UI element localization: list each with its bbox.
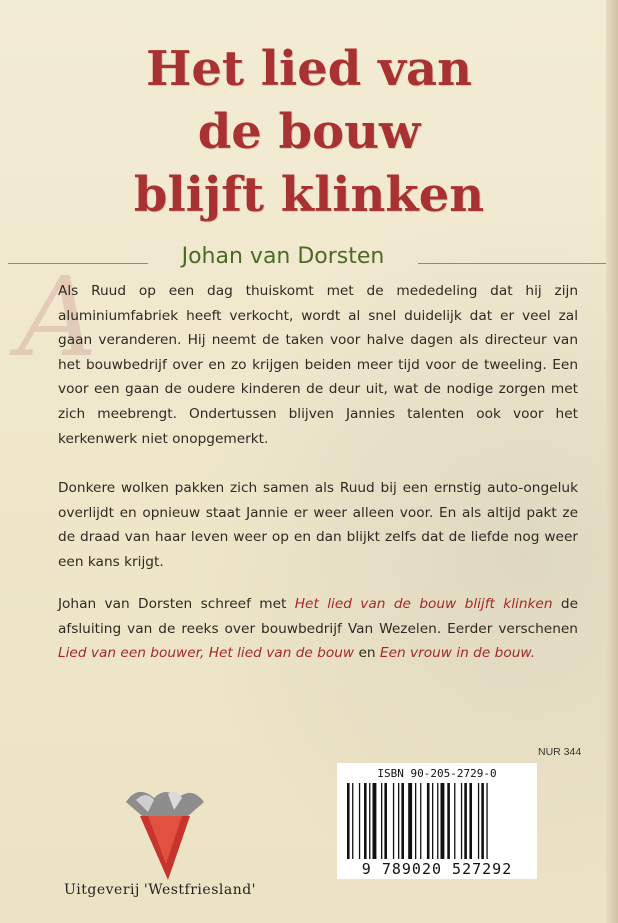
barcode bbox=[337, 763, 537, 879]
isbn-label: ISBN 90-205-2729-0 bbox=[377, 767, 497, 780]
p3-book-title-1: Het lied van de bouw blijft klinken bbox=[294, 596, 553, 612]
divider-right bbox=[418, 263, 606, 264]
ean-number: 9 789020 527292 bbox=[361, 860, 513, 878]
title-line-2: de bouw bbox=[197, 104, 421, 160]
p3-text-5: . bbox=[530, 645, 536, 662]
publisher-name bbox=[64, 882, 314, 898]
p3-text-2: de afsluiting van de reeks over bouwbedrijf Van Wezelen. Eerder verschenen bbox=[58, 596, 578, 637]
p3-text-4: en bbox=[354, 645, 380, 662]
blurb-paragraph-2: Donkere wolken pakken zich samen als Ruud bij een ernstig auto-ongeluk overlijdt en opnieuw staat Jannie er weer alleen voor. En als altijd pakt ze de draad van haar leven weer op en dan blijkt zelfs dat de liefde nog weer een kans krijgt. bbox=[58, 480, 578, 570]
publisher-logo bbox=[118, 782, 228, 882]
blurb-paragraph-3 bbox=[58, 592, 578, 666]
p3-book-title-4: Een vrouw in de bouw bbox=[379, 645, 531, 662]
title-line-3: blijft klinken bbox=[133, 167, 485, 223]
p3-text-1: Johan van Dorsten schreef met bbox=[58, 596, 295, 612]
p3-book-title-3: Het lied van de bouw bbox=[208, 645, 355, 662]
p3-text-3: , bbox=[200, 645, 209, 662]
author-row bbox=[8, 244, 606, 274]
publisher-brand: 'Westfriesland' bbox=[143, 882, 257, 898]
decorative-initial: A bbox=[18, 253, 98, 381]
p3-book-title-2: Lied van een bouwer bbox=[58, 645, 200, 662]
barcode-bars bbox=[347, 783, 527, 859]
blurb-paragraph-1: Als Ruud op een dag thuiskomt met de mededeling dat hij zijn aluminiumfabriek heeft verkocht, wordt al snel duidelijk dat er veel zal gaan veranderen. Hij neemt de taken voor halve dagen als directeur van het bouwbedrijf over en zo krijgen beiden meer tijd voor de tweeling. Een voor een gaan de oudere kinderen de deur uit, wat de nodige zorgen met zich meebrengt. Ondertussen blijven Jannies talenten ook voor het kerkenwerk niet onopgemerkt. bbox=[58, 283, 578, 447]
author-name: Johan van Dorsten bbox=[181, 244, 385, 269]
book-title bbox=[0, 38, 618, 227]
nur-code: NUR 344 bbox=[538, 746, 582, 758]
title-line-1: Het lied van bbox=[146, 41, 472, 97]
publisher-prefix: Uitgeverij bbox=[64, 882, 140, 898]
